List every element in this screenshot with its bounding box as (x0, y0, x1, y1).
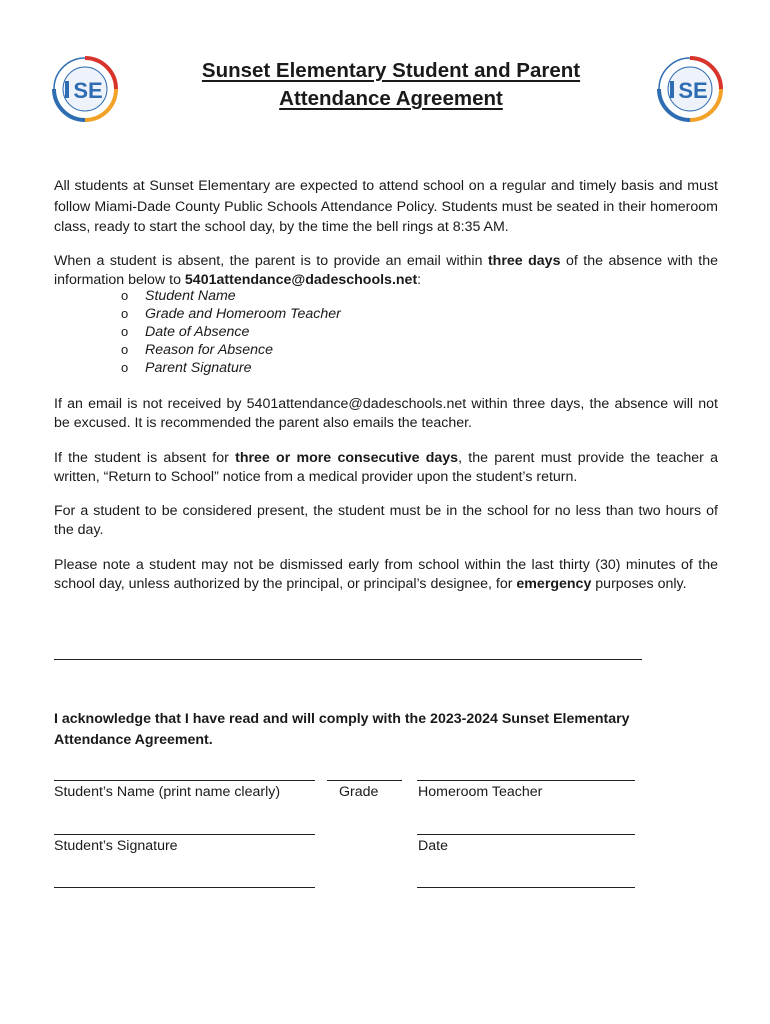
attendance-email: 5401attendance@dadeschools.net (184, 271, 418, 288)
paragraph-unexcused-absence: If an email is not received by 5401attendance@dadeschools.net within three days, the absence will not be excused. It is recommended the parent also emails the teacher. (54, 396, 718, 431)
logo-letters: SE (678, 78, 708, 103)
separator-line (54, 659, 642, 660)
logo-letters: SE (73, 78, 103, 103)
p6-bold-emergency: emergency (516, 575, 592, 592)
page-title (140, 57, 642, 113)
list-item (121, 359, 341, 377)
blank-signature-line-left[interactable] (54, 887, 315, 888)
student-name-field-line[interactable] (54, 780, 315, 781)
list-item (121, 341, 341, 359)
bullet-marker: o (121, 342, 129, 357)
list-item-text: Grade and Homeroom Teacher (145, 306, 341, 322)
p2-text-a: When a student is absent, the parent is to provide an email within (54, 253, 488, 269)
p4-text-a: If the student is absent for (54, 450, 236, 466)
bullet-marker: o (121, 324, 129, 339)
p4-bold-consecutive: three or more consecutive days (235, 450, 459, 466)
date-label: Date (418, 838, 448, 854)
paragraph-absence-email (54, 252, 718, 289)
paragraph-early-dismissal (54, 556, 718, 593)
p6-text-a: Please note a student may not be dismissed early from school within the last thirty (30) minutes of the school day, unless authorized by the principal, or principal’s designee, for (54, 557, 718, 592)
title-line-2: Attendance Agreement (279, 87, 503, 110)
paragraph-attendance-expectation: All students at Sunset Elementary are expected to attend school on a regular and timely basis and must follow Miami-Dade County Public Schools Attendance Policy. Students must be seated in their homeroom class, ready to start the school day, by the time the bell rings at 8:35 AM. (54, 178, 718, 235)
homeroom-teacher-label: Homeroom Teacher (418, 784, 543, 800)
bullet-marker: o (121, 288, 129, 303)
acknowledgement-statement: I acknowledge that I have read and will comply with the 2023-2024 Sunset Elementary Attendance Agreement. (54, 711, 630, 748)
title-line-1: Sunset Elementary Student and Parent (201, 59, 581, 82)
date-field-line[interactable] (417, 834, 635, 835)
list-item-text: Date of Absence (145, 324, 250, 340)
list-item-text: Parent Signature (145, 360, 252, 376)
p2-text-c: : (417, 271, 422, 288)
homeroom-teacher-field-line[interactable] (417, 780, 635, 781)
required-info-list (121, 287, 341, 377)
school-logo-left (52, 56, 118, 122)
bullet-marker: o (121, 306, 129, 321)
grade-label: Grade (339, 784, 379, 800)
student-signature-label: Student’s Signature (54, 838, 178, 854)
student-signature-field-line[interactable] (54, 834, 315, 835)
p2-text-b: of the absence with the information below to (54, 253, 718, 288)
p2-bold-three-days: three days (487, 253, 561, 269)
list-item (121, 305, 341, 323)
p6-text-b: purposes only. (591, 575, 687, 592)
grade-field-line[interactable] (327, 780, 402, 781)
paragraph-present-definition: For a student to be considered present, the student must be in the school for no less than two hours of the day. (54, 503, 718, 538)
student-name-label: Student’s Name (print name clearly) (54, 784, 281, 800)
list-item (121, 287, 341, 305)
list-item-text: Reason for Absence (145, 342, 274, 358)
p4-text-b: , the parent must provide the teacher a written, “Return to School” notice from a medical provider upon the student’s return. (54, 450, 718, 485)
paragraph-consecutive-days (54, 449, 718, 486)
blank-signature-line-right[interactable] (417, 887, 635, 888)
bullet-marker: o (121, 360, 129, 375)
list-item-text: Student Name (145, 288, 236, 304)
list-item (121, 323, 341, 341)
school-logo-right (657, 56, 723, 122)
